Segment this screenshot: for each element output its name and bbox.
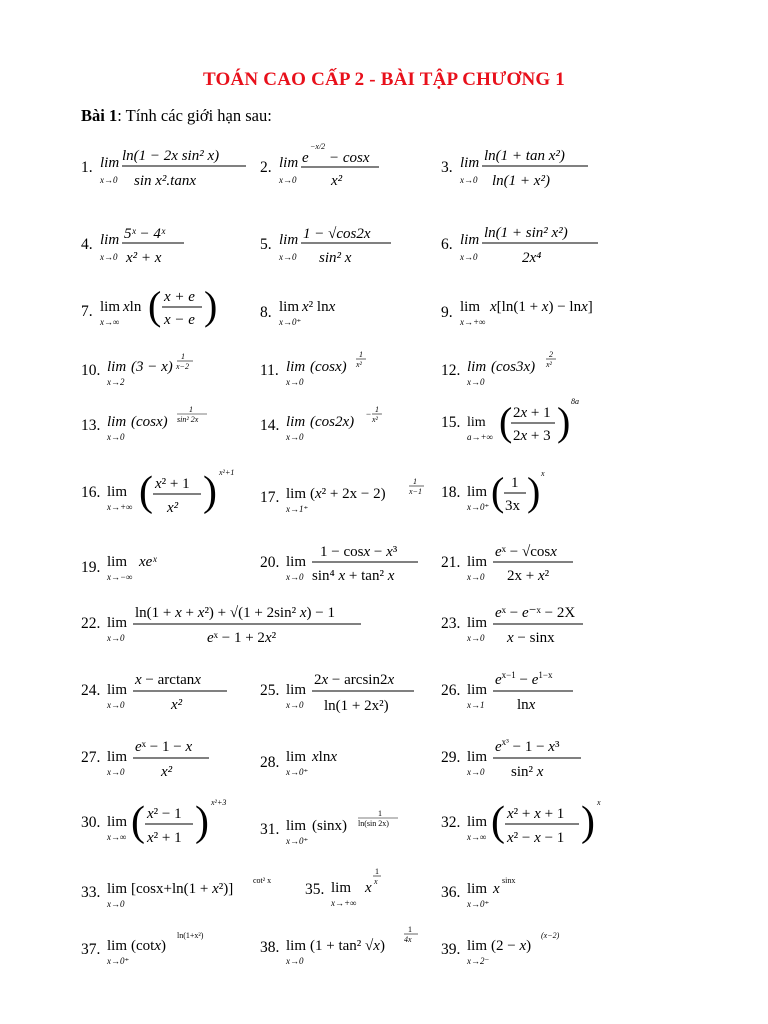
limit-subscript: x→0 [278,252,296,262]
svg-text:lim: lim [107,749,128,765]
exercise-number: 22. [81,615,101,633]
svg-text:2x + 1: 2x + 1 [513,405,551,421]
limit-formula [286,478,436,518]
limit-subscript: x→0 [99,175,117,185]
svg-text:(cotx): (cotx) [131,938,167,954]
svg-text:x − arctanx: x − arctanx [135,672,202,688]
svg-text:[cosx+ln(1 + x²)]: [cosx+ln(1 + x²)] [131,881,234,897]
svg-text:lim: lim [107,414,127,430]
svg-text:(sinx): (sinx) [312,818,348,834]
limit-formula [107,550,197,586]
exercise-number: 33. [81,884,101,902]
svg-text:lim: lim [107,682,128,698]
svg-text:(1 + tan² √x): (1 + tan² √x) [310,938,386,954]
limit-formula [107,599,367,649]
exercise-number: 8. [260,304,272,322]
svg-text:(: ( [139,469,154,515]
limit-subscript: x→0 [107,700,125,710]
exercise-number: 36. [441,884,461,902]
limit-formula [107,733,227,783]
svg-text:lim: lim [286,749,307,765]
svg-text:lim: lim [467,749,488,765]
limit-formula [467,351,577,391]
limit-formula [286,538,436,588]
exercise-13 [81,406,227,446]
limit-subscript: x→∞ [467,832,487,842]
svg-text:1: 1 [189,405,194,414]
svg-text:ex−1 − e1−x: $e^{x-1} - e^{1-x}$ [495,670,553,688]
exercise-27 [81,733,227,783]
limit-formula [460,220,600,270]
exercise-number: 25. [260,682,280,700]
svg-text:xeˣ: xeˣ [139,554,157,570]
exercise-number: 20. [260,554,280,572]
exercise-5 [260,220,399,270]
exercise-number: 24. [81,682,101,700]
limit-subscript: x→0⁺ [278,317,301,327]
svg-text:ln(sin 2x): ln(sin 2x) [358,819,390,828]
svg-text:(cos2x): (cos2x) [310,414,355,430]
limit-subscript: x→+∞ [459,317,485,327]
exercise-38 [260,926,436,970]
limit-subscript: x→−∞ [107,572,133,582]
exercise-number: 38. [260,939,280,957]
svg-text:8a: 8a [571,397,580,406]
svg-text:1: 1 [181,352,186,361]
svg-text:lim: lim [467,814,488,830]
svg-text:(: ( [499,399,513,444]
exercise-11 [260,351,386,391]
exercise-number: 29. [441,749,461,767]
exercise-37 [81,930,237,970]
svg-text:lim: lim [99,299,120,315]
svg-text:(: ( [491,799,506,845]
limit-formula [467,873,567,913]
svg-text:lim: lim [286,486,307,502]
svg-text:2x + x²: 2x + x² [507,568,550,584]
svg-text:xlnx: xlnx [312,749,338,765]
svg-text:x: x [365,880,372,896]
exercise-number: 23. [441,615,461,633]
svg-text:lim: lim [467,615,488,631]
svg-text:x² + 1: x² + 1 [147,830,182,846]
limit-subscript: x→0 [278,175,296,185]
svg-text:1: 1 [378,809,383,818]
svg-text:4x: 4x [404,935,412,944]
exercise-10 [81,351,217,391]
limit-formula [107,930,237,970]
exercise-17 [260,478,436,518]
exercise-number: 1. [81,159,93,177]
svg-text:(: ( [491,469,505,514]
svg-text:lim: lim [285,359,305,375]
limit-subscript: x→0⁺ [286,836,309,846]
exercise-4 [81,220,200,270]
svg-text:x − sinx: x − sinx [507,630,555,646]
exercise-number: 32. [441,814,461,832]
limit-subscript: x→0⁺ [107,956,130,966]
svg-text:sin x².tanx: sin x².tanx [133,173,196,189]
limit-formula [467,468,567,518]
svg-text:): ) [203,469,218,515]
svg-text:(3 − x): (3 − x) [131,359,174,375]
exercise-8 [260,295,379,331]
exercise-6 [441,220,600,270]
svg-text:(x² + 2x − 2): (x² + 2x − 2) [310,486,386,502]
limit-formula [99,283,230,337]
limit-subscript: x→0 [467,572,485,582]
limit-formula [107,466,257,520]
limit-subscript: x→0 [467,633,485,643]
svg-text:lim: lim [459,155,479,171]
exercise-number: 10. [81,362,101,380]
exercise-32 [441,796,627,850]
exercise-number: 27. [81,749,101,767]
svg-text:1: 1 [375,867,380,876]
limit-subscript: x→2 [107,377,125,387]
svg-text:): ) [527,469,541,514]
svg-text:eˣ − 1 − x: eˣ − 1 − x [135,739,193,755]
svg-text:lim: lim [107,938,128,954]
page-title: TOÁN CAO CẤP 2 - BÀI TẬP CHƯƠNG 1 [203,69,565,90]
exercise-number: 11. [260,362,279,380]
svg-text:x²+1: x²+1 [219,468,235,477]
limit-formula [460,143,600,193]
svg-text:x²: x² [161,764,173,780]
limit-subscript: x→2⁻ [467,956,490,966]
limit-formula [279,220,399,270]
exercise-number: 35. [305,881,325,899]
svg-text:ln(1 + tan x²): ln(1 + tan x²) [483,148,565,164]
svg-text:2: 2 [549,350,554,359]
svg-text:2x⁴: 2x⁴ [521,250,541,266]
exercise-number: 21. [441,554,461,572]
limit-subscript: x→0 [286,572,304,582]
exercise-14 [260,406,416,446]
svg-text:x²: x² [330,173,342,189]
exercise-number: 9. [441,304,453,322]
svg-text:x: x [493,881,500,897]
svg-text:eˣ − √cosx: eˣ − √cosx [495,544,558,560]
limit-formula [467,599,597,649]
svg-text:lim: lim [467,881,488,897]
limit-subscript: x→0 [459,175,477,185]
svg-text:x: x [597,798,601,807]
svg-text:(: ( [131,799,146,845]
limit-formula [331,868,411,912]
svg-text:x: x [374,877,378,886]
svg-text:(cos3x): (cos3x) [491,359,536,375]
limit-subscript: a→+∞ [467,432,494,442]
svg-text:5ˣ − 4ˣ: 5ˣ − 4ˣ [123,226,165,242]
exercise-number: 12. [441,362,461,380]
limit-formula [286,406,416,446]
svg-text:lim: lim [331,880,352,896]
svg-text:x² − 1: x² − 1 [147,806,182,822]
svg-text:lim: lim [278,299,299,315]
svg-text:1 − √cos2x: 1 − √cos2x [302,226,371,242]
limit-formula [467,398,607,448]
limit-subscript: x→0 [107,767,125,777]
svg-text:1 − cosx − x³: 1 − cosx − x³ [320,544,398,560]
svg-text:lim: lim [467,359,487,375]
svg-text:x²: x² [171,697,183,713]
exercise-number: 17. [260,489,280,507]
exercise-number: 14. [260,417,280,435]
exercise-3 [441,143,600,193]
limit-subscript: x→0 [107,899,125,909]
svg-text:x: x [541,469,545,478]
limit-formula [467,796,627,850]
svg-text:ln(1 − 2x sin² x): ln(1 − 2x sin² x) [121,148,219,164]
exercise-number: 15. [441,414,461,432]
limit-formula [107,796,247,850]
svg-text:1: 1 [413,477,418,486]
svg-text:): ) [557,399,571,444]
svg-text:lim: lim [459,232,479,248]
limit-formula [107,666,247,716]
svg-text:− cosx: − cosx [328,150,370,166]
exercise-number: 28. [260,754,280,772]
svg-text:ln(1+x²): ln(1+x²) [177,931,204,940]
limit-subscript: x→+∞ [331,898,357,908]
limit-formula [107,873,297,913]
limit-formula [467,538,597,588]
limit-subscript: x→0 [285,377,304,387]
svg-text:lim: lim [467,415,486,430]
exercise-39 [441,930,597,970]
exercise-7 [81,283,230,337]
exercise-35 [305,868,411,912]
limit-formula [107,406,227,446]
exercise-number: 5. [260,236,272,254]
svg-text:cot² x: cot² x [253,876,272,885]
svg-text:lim: lim [107,615,128,631]
exercise-28 [260,745,386,781]
limit-formula [279,143,389,193]
exercise-9 [441,295,630,331]
exercise-number: 7. [81,303,93,321]
exercise-19 [81,550,197,586]
svg-text:ln(1 + x + x²) + √(1 + 2sin² x: ln(1 + x + x²) + √(1 + 2sin² x) − 1 [135,605,336,621]
svg-text:x² − x − 1: x² − x − 1 [507,830,565,846]
limit-subscript: x→0 [286,432,304,442]
svg-text:1: 1 [511,475,519,491]
svg-text:lnx: lnx [517,697,536,713]
exercise-2 [260,143,389,193]
limit-subscript: x→0⁺ [286,767,309,777]
svg-text:x[ln(1 + x) − lnx]: x[ln(1 + x) − lnx] [489,299,593,315]
exercise-21 [441,538,597,588]
exercise-12 [441,351,577,391]
exercise-30 [81,796,247,850]
limit-formula [286,810,426,850]
svg-text:lim: lim [107,814,128,830]
svg-text:ex³ − 1 − x³: $e^{x^3} - 1 - x^3$ [495,737,560,755]
limit-formula [100,220,200,270]
limit-formula [467,733,597,783]
svg-text:lim: lim [467,682,488,698]
svg-text:x² + x + 1: x² + x + 1 [507,806,565,822]
exercise-heading [81,106,272,126]
svg-text:lim: lim [278,155,298,171]
svg-text:(cosx): (cosx) [131,414,168,430]
svg-text:lim: lim [107,484,128,500]
svg-text:): ) [581,799,596,845]
svg-text:x²: x² [167,500,179,516]
exercise-number: 13. [81,417,101,435]
limit-formula [107,351,217,391]
exercise-26 [441,666,597,716]
svg-text:x² + 1: x² + 1 [155,476,190,492]
svg-text:lim: lim [459,299,480,315]
svg-text:lim: lim [107,359,127,375]
limit-formula [467,666,597,716]
svg-text:3x: 3x [505,498,521,514]
limit-formula [460,295,630,331]
limit-subscript: x→0 [107,432,125,442]
exercise-33 [81,873,297,913]
limit-subscript: x→0⁺ [467,502,490,512]
svg-text:eˣ − e⁻ˣ − 2X: eˣ − e⁻ˣ − 2X [495,605,576,621]
limit-subscript: x→0 [99,252,117,262]
limit-subscript: x→0⁺ [467,899,490,909]
exercise-number: 16. [81,484,101,502]
limit-subscript: x→1⁺ [286,504,309,514]
limit-subscript: x→0 [459,252,477,262]
svg-text:sin² x: sin² x [511,764,544,780]
exercise-number: 19. [81,559,101,577]
svg-text:): ) [203,283,217,328]
exercise-31 [260,810,426,850]
svg-text:e: e [301,150,309,166]
exercise-20 [260,538,436,588]
svg-text:): ) [195,799,210,845]
limit-subscript: x→0 [286,700,304,710]
exercise-36 [441,873,567,913]
svg-text:(2 − x): (2 − x) [491,938,532,954]
limit-subscript: x→0 [467,767,485,777]
limit-formula [467,930,597,970]
svg-text:ln(1 + 2x²): ln(1 + 2x²) [324,698,389,714]
limit-subscript: x→0 [107,633,125,643]
limit-subscript: x→∞ [107,832,127,842]
svg-text:lim: lim [286,682,307,698]
limit-formula [286,666,436,716]
svg-text:lim: lim [99,155,119,171]
svg-text:x²: x² [355,360,362,369]
exercise-number: 2. [260,159,272,177]
svg-text:lim: lim [467,554,488,570]
limit-formula [279,295,379,331]
svg-text:xln: xln [122,299,141,315]
svg-text:eˣ − 1 + 2x²: eˣ − 1 + 2x² [207,630,277,646]
limit-formula [286,926,436,970]
svg-text:sin² 2x: sin² 2x [177,415,199,424]
exercise-25 [260,666,436,716]
svg-text:x − e: x − e [163,312,195,328]
exercise-24 [81,666,247,716]
limit-subscript: x→0 [467,377,485,387]
exercise-number: 26. [441,682,461,700]
svg-text:x² lnx: x² lnx [301,299,335,315]
svg-text:lim: lim [286,818,307,834]
exercise-29 [441,733,597,783]
svg-text:−: − [366,409,372,419]
svg-text:1: 1 [375,405,380,414]
svg-text:ln(1 + x²): ln(1 + x²) [491,173,550,189]
svg-text:ln(1 + sin² x²): ln(1 + sin² x²) [483,225,568,241]
limit-subscript: x→1 [467,700,485,710]
svg-text:lim: lim [467,484,488,500]
svg-text:lim: lim [286,554,307,570]
limit-subscript: x→0 [286,956,304,966]
limit-subscript: x→+∞ [107,502,133,512]
svg-text:x²+3: x²+3 [211,798,227,807]
svg-text:x−2: x−2 [176,362,190,371]
svg-text:sin⁴ x + tan² x: sin⁴ x + tan² x [312,568,395,584]
exercise-22 [81,599,367,649]
exercise-number: 37. [81,941,101,959]
svg-text:x² + x: x² + x [125,250,161,266]
svg-text:lim: lim [107,881,128,897]
svg-text:lim: lim [99,232,119,248]
limit-formula [286,745,386,781]
svg-text:(cosx): (cosx) [309,359,347,375]
svg-text:sinx: sinx [502,876,516,885]
exercise-1 [81,143,250,193]
svg-text:2x + 3: 2x + 3 [513,428,551,444]
svg-text:x−1: x−1 [409,487,423,496]
exercise-number: 3. [441,159,453,177]
exercise-prompt: : Tính các giới hạn sau: [117,106,272,125]
exercise-number: 30. [81,814,101,832]
svg-text:(x−2): (x−2) [541,931,560,940]
svg-text:1: 1 [358,350,363,359]
exercise-number: 18. [441,484,461,502]
svg-text:2x − arcsin2x: 2x − arcsin2x [314,672,395,688]
exercise-16 [81,466,257,520]
limit-formula [286,351,386,391]
svg-text:x + e: x + e [163,289,195,305]
svg-text:x²: x² [546,360,553,369]
exercise-number: 6. [441,236,453,254]
svg-text:lim: lim [286,414,306,430]
svg-text:lim: lim [107,554,128,570]
limit-subscript: x→∞ [99,317,119,327]
exercise-number: 31. [260,821,280,839]
svg-text:lim: lim [467,938,488,954]
exercise-label: Bài 1 [81,106,118,125]
svg-text:lim: lim [278,232,298,248]
exercise-23 [441,599,597,649]
svg-text:(: ( [147,283,161,328]
exercise-18 [441,468,567,518]
svg-text:1: 1 [408,925,413,934]
exercise-number: 39. [441,941,461,959]
svg-text:x²: x² [372,415,379,424]
limit-formula [100,143,250,193]
svg-text:lim: lim [286,938,307,954]
exercise-15 [441,398,607,448]
svg-text:−x/2: −x/2 [309,142,325,151]
exercise-number: 4. [81,236,93,254]
svg-text:sin² x: sin² x [318,250,351,266]
